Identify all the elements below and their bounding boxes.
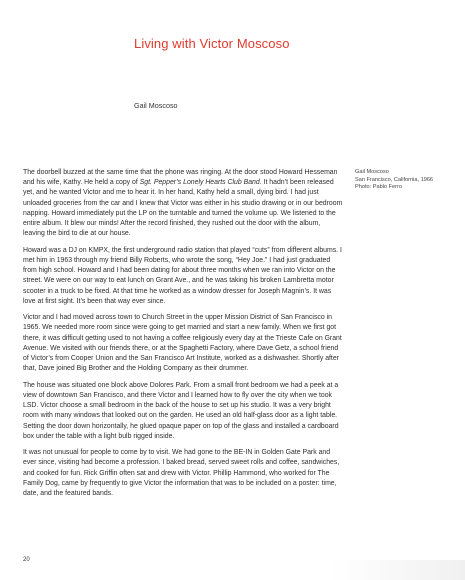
caption-credit: Photo: Pablo Ferro [355, 184, 402, 191]
article-body [23, 168, 343, 506]
album-title: Sgt. Pepper’s Lonely Hearts Club Band [139, 179, 260, 187]
author-byline: Gail Moscoso [134, 101, 178, 110]
paragraph-1-text-a: The doorbell buzzed at the same time that the phone was ringing. At the door stood Howard Hesseman and his wife, Kathy. He held a copy of [23, 169, 338, 187]
corner-shade [330, 560, 465, 580]
paragraph-2: Howard was a DJ on KMPX, the first underground radio station that played “cuts” from different albums. I met him in 1963 through my friend Billy Roberts, who wrote the song, “Hey Joe.” I had just graduated from high school. Howard and I had been dating for about three months when we ran into Victor on the street. We were on our way to eat lunch on Grant Ave., and he was taking his broken Lambretta motor scooter in a truck to be fixed. At that time he worked as a window dresser for Joseph Magnin’s. It was love at first sight. It’s been that way ever since. [23, 246, 342, 305]
paragraph-5: It was not unusual for people to come by to visit. We had gone to the BE-IN in Golden Gate Park and ever since, visiting had become a profession. I baked bread, served sweet rolls and coffee, sandwiches, and cooked for fun. Rick Griffin often sat and drew with Victor. Phillip Hammond, who worked for The Family Dog, came by frequently to give Victor the information that was to be included on a poster: time, date, and the featured bands. [23, 449, 340, 498]
page-number: 20 [23, 557, 30, 563]
paragraph-4: The house was situated one block above Dolores Park. From a small front bedroom we had a peek at a view of downtown San Francisco, and there Victor and I learned how to fly over the city when we took LSD. Victor choose a small bedroom in the back of the house to set up his studio. It was a very bright room with many windows that looked out on the garden. He used an old half-glass door as a light table. Setting the door down horizontally, he glued opaque paper on top of the glass and installed a cardboard box under the table with a light bulb rigged inside. [23, 381, 339, 440]
caption-name: Gail Moscoso [355, 169, 389, 175]
paragraph-1-text-b: . It hadn’t been released yet, and he wanted Victor and me to hear it. In her hand, Kathy held a small, dying bird. I had just unloaded groceries from the car and I knew that Victor was either in his studio drawing or in our bedroom napping. Howard immediately put the LP on the turntable and turned the volume up. We listened to the entire album. It blew our minds! After the record finished, they rushed out the door with the album, leaving the bird to die at our house. [23, 179, 343, 238]
caption-place-date: San Francisco, California, 1966 [355, 176, 434, 183]
article-title: Living with Victor Moscoso [134, 36, 290, 51]
paragraph-3: Victor and I had moved across town to Church Street in the upper Mission District of San Francisco in 1965. We needed more room since were going to get married and start a new family. When we first got there, it was difficult getting used to not having a coffee religiously every day at the Trieste Cafe on Grant Avenue. We visited with our friends there, or at the Spaghetti Factory, where Dave Getz, a school friend of Victor’s from Cooper Union and the San Francisco Art Institute, worked as a dishwasher. Shortly after that, Dave joined Big Brother and the Holding Company as their drummer. [23, 314, 342, 373]
paragraph-1 [23, 168, 343, 239]
photo-caption [355, 169, 455, 192]
